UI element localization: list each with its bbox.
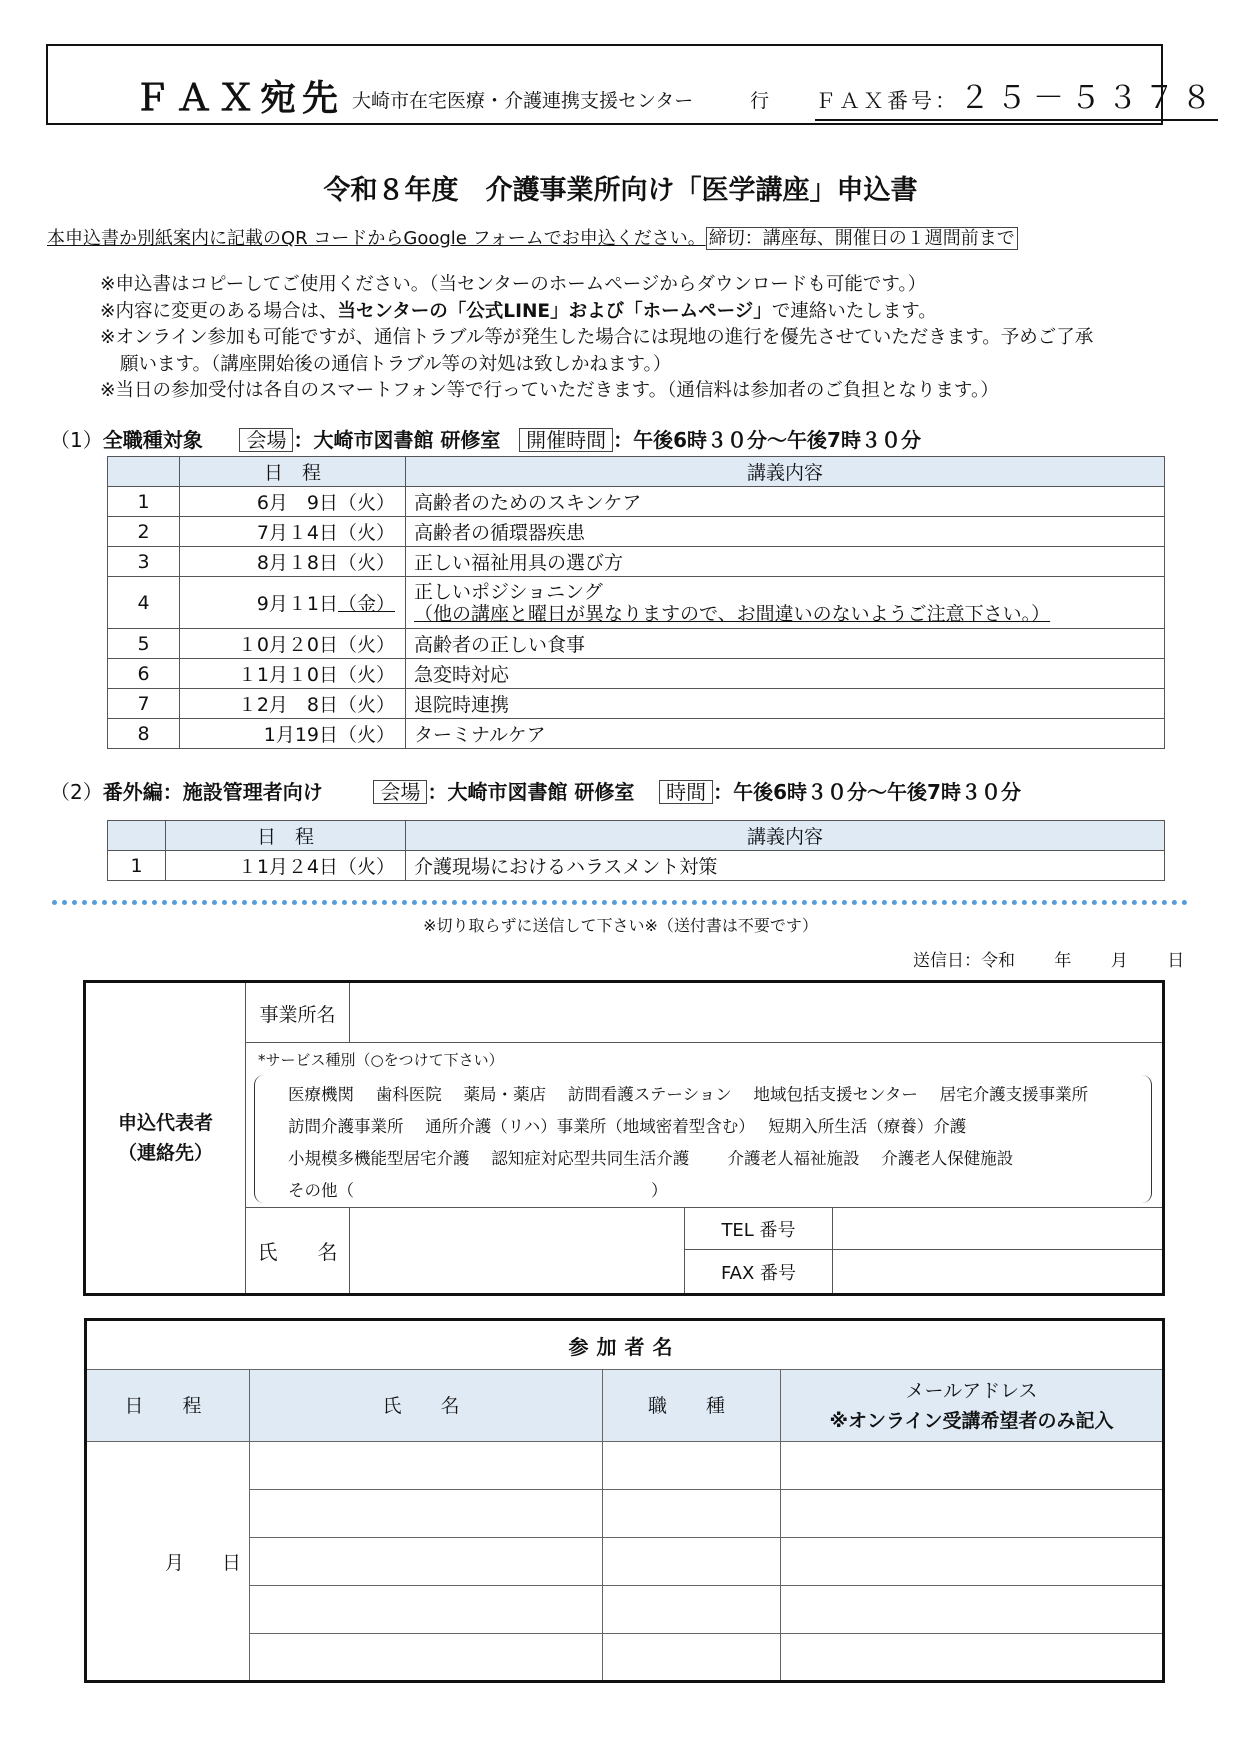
name-label: 氏 名	[246, 1208, 350, 1293]
col-header-job: 職 種	[603, 1370, 781, 1442]
table-row	[108, 851, 1165, 881]
row-number: 6	[108, 659, 180, 689]
right-bracket	[1138, 1075, 1152, 1203]
row-content: 退院時連携	[406, 689, 1165, 719]
section1-time: ：午後6時３０分～午後7時３０分	[613, 428, 921, 452]
fax-number-label: ＦＡＸ番号：	[815, 89, 959, 113]
row-date: 7月１4日（火）	[180, 517, 406, 547]
fax-to-suffix: 行	[750, 90, 770, 112]
row-number: 5	[108, 629, 180, 659]
participant-job-input[interactable]	[603, 1634, 781, 1682]
row-number: 7	[108, 689, 180, 719]
notes	[100, 272, 1093, 405]
table-header-row	[108, 457, 1165, 487]
document-title: 令和８年度 介護事業所向け「医学講座」申込書	[323, 175, 918, 206]
fax-title: ＦＡＸ宛先	[134, 78, 345, 119]
email-header-note: ※オンライン受講希望者のみ記入	[829, 1409, 1114, 1432]
applicant-section-label	[86, 983, 246, 1293]
participant-job-input[interactable]	[603, 1442, 781, 1490]
col-header-date: 日 程	[166, 821, 406, 851]
row-number: 1	[108, 487, 180, 517]
participant-email-input[interactable]	[781, 1634, 1164, 1682]
section2-heading	[50, 776, 1021, 805]
date-text: 9月１1日	[256, 593, 338, 615]
fax-number: ２５－５３７８	[959, 80, 1218, 116]
row-number: 3	[108, 547, 180, 577]
section2-time: ：午後6時３０分～午後7時３０分	[713, 780, 1021, 804]
col-header-date: 日 程	[180, 457, 406, 487]
note-item	[100, 299, 1093, 326]
row-content: 急変時対応	[406, 659, 1165, 689]
participants-table	[84, 1318, 1165, 1683]
tel-input[interactable]	[833, 1208, 1162, 1250]
table-row	[108, 689, 1165, 719]
section2-venue: ：大崎市図書館 研修室	[427, 780, 635, 804]
participant-job-input[interactable]	[603, 1538, 781, 1586]
participant-job-input[interactable]	[603, 1586, 781, 1634]
fax-number-block	[815, 72, 1218, 121]
participant-email-input[interactable]	[781, 1586, 1164, 1634]
fax-label: FAX 番号	[685, 1250, 833, 1293]
applicant-sublabel: （連絡先）	[117, 1142, 213, 1164]
section1-number: （1）	[50, 428, 103, 452]
participant-name-input[interactable]	[250, 1490, 603, 1538]
row-date	[180, 577, 406, 629]
participant-email-input[interactable]	[781, 1442, 1164, 1490]
note-text: ※内容に変更のある場合は、	[100, 300, 338, 322]
office-row	[246, 983, 1162, 1043]
time-tag: 時間	[659, 780, 713, 804]
venue-tag: 会場	[373, 780, 427, 804]
section1-venue: ：大崎市図書館 研修室	[293, 428, 501, 452]
content-title: 正しいポジショニング	[414, 580, 603, 603]
applicant-form	[83, 980, 1165, 1296]
left-bracket	[254, 1075, 268, 1203]
apply-instruction-line	[47, 224, 1018, 250]
venue-tag: 会場	[239, 428, 293, 452]
row-number: 8	[108, 719, 180, 749]
table-header-row	[108, 821, 1165, 851]
note-text: で連絡いたします。	[771, 300, 937, 322]
tel-label: TEL 番号	[685, 1208, 833, 1250]
row-content: ターミナルケア	[406, 719, 1165, 749]
table-row	[108, 547, 1165, 577]
table-row	[108, 487, 1165, 517]
section1-label: 全職種対象	[102, 428, 203, 452]
send-date-field: 送信日：令和 年 月 日	[913, 951, 1185, 971]
service-type-title: *サービス種別（○をつけて下さい）	[258, 1051, 504, 1069]
office-name-input[interactable]	[350, 983, 1162, 1043]
col-header-content: 講義内容	[406, 457, 1165, 487]
row-date: １1月２4日（火）	[166, 851, 406, 881]
col-header-no	[108, 821, 166, 851]
participant-email-input[interactable]	[781, 1490, 1164, 1538]
col-header-no	[108, 457, 180, 487]
time-tag: 開催時間	[519, 428, 613, 452]
content-note: （他の講座と曜日が異なりますので、お間違いのないようご注意下さい。）	[414, 602, 1051, 625]
apply-instruction: 本申込書か別紙案内に記載のQR コードからGoogle フォームでお申込ください。	[47, 228, 706, 249]
col-header-date: 日 程	[86, 1370, 250, 1442]
row-content: 介護現場におけるハラスメント対策	[406, 851, 1165, 881]
col-header-content: 講義内容	[406, 821, 1165, 851]
row-content: 高齢者の循環器疾患	[406, 517, 1165, 547]
row-number: 2	[108, 517, 180, 547]
date-day-underlined: （金）	[337, 593, 395, 615]
section2-number: （2）	[50, 780, 103, 804]
fax-input[interactable]	[833, 1250, 1162, 1293]
participant-job-input[interactable]	[603, 1490, 781, 1538]
cut-line-divider	[52, 900, 1188, 905]
participants-header-row	[86, 1370, 1164, 1442]
row-date: 6月 9日（火）	[180, 487, 406, 517]
service-options-other[interactable]: その他（ ）	[288, 1181, 668, 1200]
participant-row	[86, 1442, 1164, 1490]
note-item: ※当日の参加受付は各自のスマートフォン等で行っていただきます。（通信料は参加者のご負担となります。）	[100, 380, 999, 401]
note-item: ※オンライン参加も可能ですが、通信トラブル等が発生した場合には現地の進行を優先させていただきます。予めご了承	[100, 327, 1094, 348]
row-date: １2月 8日（火）	[180, 689, 406, 719]
name-input[interactable]	[350, 1208, 685, 1293]
row-number: 4	[108, 577, 180, 629]
table-row	[108, 577, 1165, 629]
col-header-email	[781, 1370, 1164, 1442]
email-header-label: メールアドレス	[905, 1379, 1038, 1402]
service-options-line[interactable]: 医療機関 歯科医院 薬局・薬店 訪問看護ステーション 地域包括支援センター 居宅介護支援事業所	[288, 1085, 1089, 1104]
col-header-name: 氏 名	[250, 1370, 603, 1442]
cut-note: ※切り取らずに送信して下さい※（送付書は不要です）	[423, 916, 818, 935]
section2-label: 番外編：施設管理者向け	[102, 780, 323, 804]
section1-heading	[50, 424, 921, 453]
applicant-label: 申込代表者	[117, 1112, 213, 1134]
fax-destination: 大崎市在宅医療・介護連携支援センター	[352, 90, 694, 112]
service-type-selection	[246, 1043, 1162, 1208]
participant-email-input[interactable]	[781, 1538, 1164, 1586]
row-date: １1月１0日（火）	[180, 659, 406, 689]
participant-name-input[interactable]	[250, 1538, 603, 1586]
note-item-continued: 願います。（講座開始後の通信トラブル等の対処は致しかねます。）	[120, 353, 672, 375]
participants-caption-row	[86, 1320, 1164, 1370]
contact-row	[246, 1208, 1162, 1293]
row-date: １0月２0日（火）	[180, 629, 406, 659]
table-row	[108, 719, 1165, 749]
participant-name-input[interactable]	[250, 1634, 603, 1682]
table-row	[108, 517, 1165, 547]
row-number: 1	[108, 851, 166, 881]
participants-caption: 参加者名	[86, 1320, 1164, 1370]
row-content: 高齢者のためのスキンケア	[406, 487, 1165, 517]
table-row	[108, 659, 1165, 689]
section1-schedule-table	[107, 456, 1165, 749]
participant-name-input[interactable]	[250, 1586, 603, 1634]
office-name-label: 事業所名	[246, 983, 350, 1043]
participant-name-input[interactable]	[250, 1442, 603, 1490]
row-date: 1月19日（火）	[180, 719, 406, 749]
deadline-box: 締切：講座毎、開催日の１週間前まで	[706, 227, 1018, 250]
participant-date-input[interactable]: 月 日	[86, 1442, 250, 1682]
service-options-line[interactable]: 小規模多機能型居宅介護 認知症対応型共同生活介護 介護老人福祉施設 介護老人保健施設	[288, 1149, 1014, 1168]
row-content: 正しい福祉用具の選び方	[406, 547, 1165, 577]
note-emphasis: 当センターの「公式LINE」および「ホームページ」	[337, 300, 772, 322]
row-date: 8月１8日（火）	[180, 547, 406, 577]
service-options-line[interactable]: 訪問介護事業所 通所介護（リハ）事業所（地域密着型含む） 短期入所生活（療養）介護	[288, 1117, 967, 1136]
table-row	[108, 629, 1165, 659]
section2-schedule-table	[107, 820, 1165, 881]
note-item: ※申込書はコピーしてご使用ください。（当センターのホームページからダウンロードも可能です。）	[100, 274, 927, 295]
row-content: 高齢者の正しい食事	[406, 629, 1165, 659]
row-content	[406, 577, 1165, 629]
